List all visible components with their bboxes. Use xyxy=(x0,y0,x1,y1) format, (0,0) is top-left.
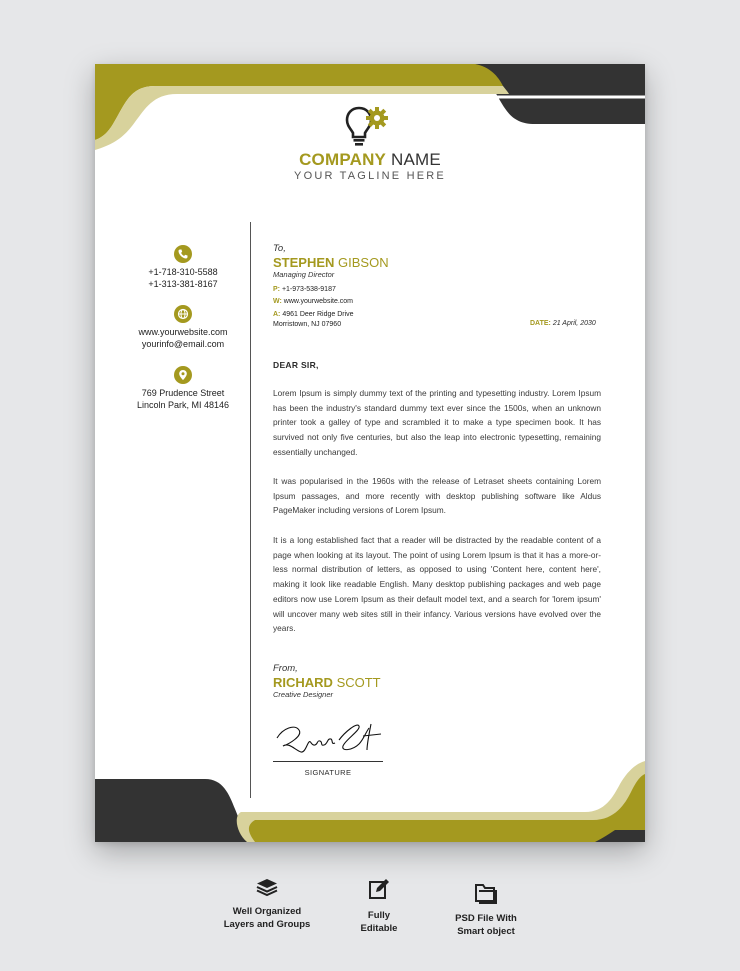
feature-layers xyxy=(202,877,332,931)
recipient-phone-key: P: xyxy=(273,286,280,293)
to-label: To, xyxy=(273,243,286,254)
date-label: DATE: xyxy=(530,320,551,327)
vertical-divider xyxy=(250,222,251,798)
recipient-address-1: 4961 Deer Ridge Drive xyxy=(282,311,354,318)
footer-white-curve xyxy=(237,758,645,808)
feature-psd-line-2: Smart object xyxy=(457,926,515,937)
company-name-light: NAME xyxy=(386,150,441,169)
recipient-website xyxy=(273,298,353,305)
feature-layers-line-2: Layers and Groups xyxy=(223,919,311,930)
letter-paragraph-3: It is a long established fact that a reader will be distracted by the readable content of a page when looking at its layout. The point of using Lorem Ipsum is that it has a more-or-less normal distribution of letters, as opposed to using 'Content here, content here', making it look like readable English. Many desktop publishing packages and web page editors now use Lorem Ipsum as their default model text, and a search for 'lorem ipsum' will uncover many web sites still in their infancy. Various versions have evolved over the years. xyxy=(273,535,601,634)
letter-paragraph-1: Lorem Ipsum is simply dummy text of the printing and typesetting industry. Lorem Ipsum has been the industry's standard dummy text ever since the 1500s, when an unknown printer took a galley of type and scrambled it to make a type specimen book. It has survived not only five centuries, but also the leap into electronic typesetting, remaining essentially unchanged. xyxy=(273,388,601,457)
recipient-last-name: GIBSON xyxy=(334,255,389,270)
recipient-role: Managing Director xyxy=(273,270,335,279)
globe-icon xyxy=(174,305,192,323)
feature-editable-line-1: Fully xyxy=(367,910,391,921)
sidebar-website: www.yourwebsite.com xyxy=(138,327,228,337)
feature-editable-line-2: Editable xyxy=(360,923,398,934)
recipient-phone-value: +1-973-538-9187 xyxy=(281,286,336,293)
sidebar-email: yourinfo@email.com xyxy=(141,339,225,349)
sender-first-name: RICHARD xyxy=(273,675,333,690)
signature-line xyxy=(273,761,383,762)
sidebar-address-1: 769 Prudence Street xyxy=(141,388,225,398)
recipient-phone xyxy=(273,286,336,293)
phone-icon xyxy=(174,245,192,263)
letterhead-page xyxy=(95,64,645,842)
location-pin-icon xyxy=(174,366,192,384)
signature-image xyxy=(273,714,385,760)
letter-greeting: DEAR SIR, xyxy=(273,360,319,370)
recipient-first-name: STEPHEN xyxy=(273,255,335,270)
signature-label: SIGNATURE xyxy=(304,768,352,777)
date-value: 21 April, 2030 xyxy=(552,320,596,327)
recipient-address-2: Morristown, NJ 07960 xyxy=(273,321,342,328)
company-name xyxy=(95,150,645,170)
sender-name xyxy=(273,675,381,690)
folder-icon xyxy=(474,882,498,904)
layers-icon xyxy=(255,877,279,897)
letter-paragraph-2: It was popularised in the 1960s with the release of Letraset sheets containing Lorem Ipsum passages, and more recently with desktop publishing software like Aldus PageMaker including versions of Lorem Ipsum. xyxy=(273,476,601,516)
company-tagline: YOUR TAGLINE HERE xyxy=(294,170,446,182)
recipient-web-value: www.yourwebsite.com xyxy=(283,298,354,305)
edit-icon xyxy=(367,877,391,901)
sidebar-phone-2: +1-313-381-8167 xyxy=(148,279,218,289)
from-label: From, xyxy=(273,663,298,674)
recipient-address-key: A: xyxy=(273,311,281,318)
lightbulb-gear-icon xyxy=(345,104,395,148)
feature-psd xyxy=(421,882,551,938)
sender-role: Creative Designer xyxy=(273,690,334,699)
recipient-web-key: W: xyxy=(273,298,282,305)
company-name-bold: COMPANY xyxy=(299,150,387,169)
letter-date xyxy=(530,320,596,327)
sidebar-address-2: Lincoln Park, MI 48146 xyxy=(136,400,230,410)
sender-last-name: SCOTT xyxy=(332,675,381,690)
feature-psd-line-1: PSD File With xyxy=(455,913,517,924)
footer-dark-shape xyxy=(95,779,255,842)
recipient-address xyxy=(273,311,354,318)
recipient-name xyxy=(273,255,389,270)
feature-layers-line-1: Well Organized xyxy=(232,906,302,917)
sidebar-phone-1: +1-718-310-5588 xyxy=(148,267,218,277)
